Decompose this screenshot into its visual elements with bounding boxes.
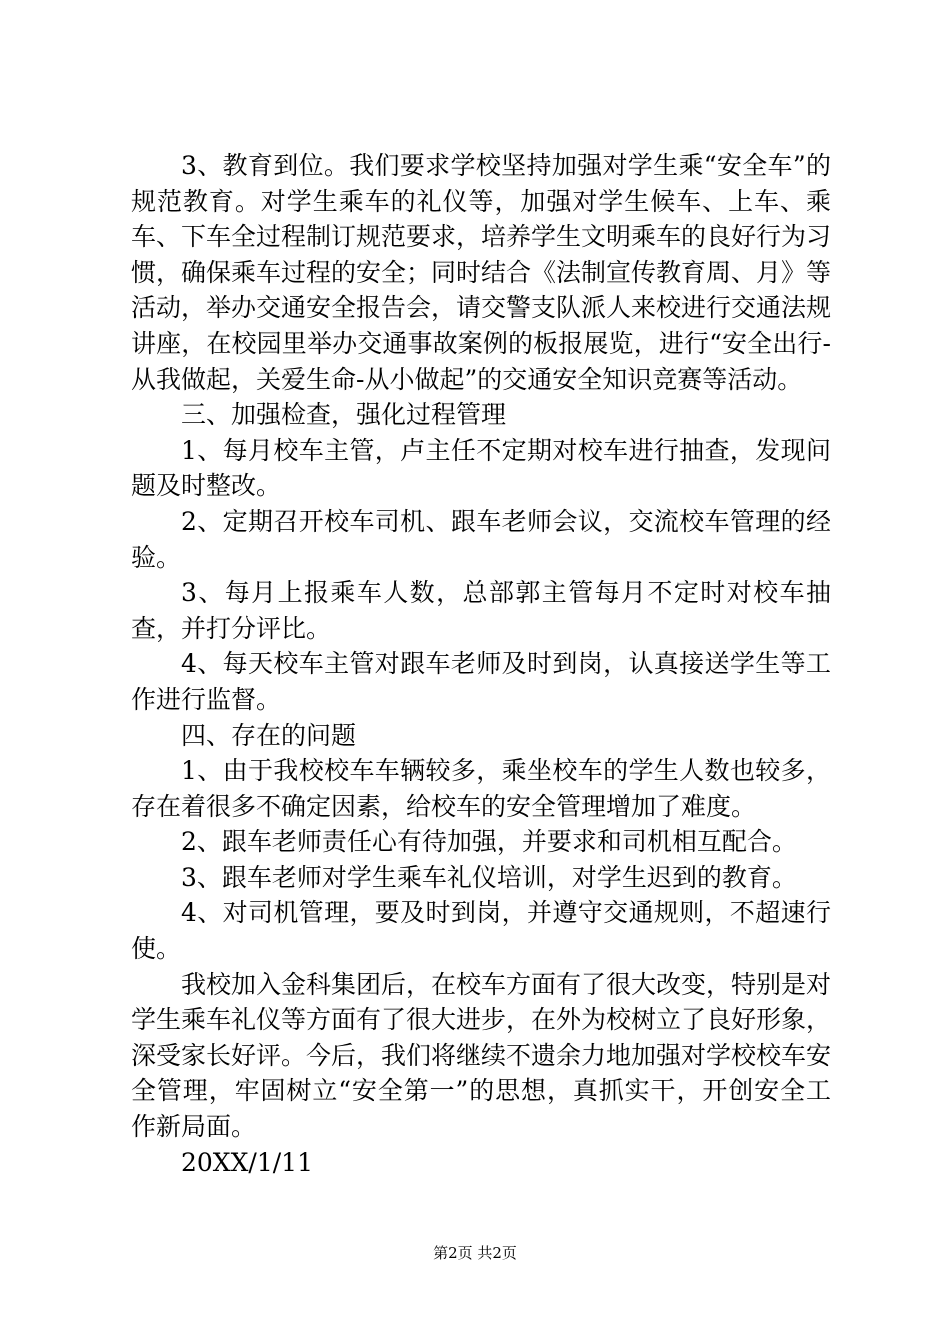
paragraph-problem-2: 2、跟车老师责任心有待加强，并要求和司机相互配合。: [181, 827, 797, 857]
heading-inspection: 三、加强检查，强化过程管理: [181, 400, 507, 430]
heading-problems: 四、存在的问题: [181, 720, 357, 750]
page-number-footer: 第2页 共2页: [433, 1244, 517, 1262]
paragraph-problem-4: 4、对司机管理，要及时到岗，并遵守交通规则，不超速行使。: [131, 898, 831, 964]
paragraph-inspection-4: 4、每天校车主管对跟车老师及时到岗，认真接送学生等工作进行监督。: [131, 649, 831, 714]
paragraph-problem-1: 1、由于我校校车车辆较多，乘坐校车的学生人数也较多，存在着很多不确定因素，给校车的安全管理增加了难度。: [131, 756, 831, 821]
paragraph-conclusion: 我校加入金科集团后，在校车方面有了很大改变，特别是对学生乘车礼仪等方面有了很大进步，在外为校树立了良好形象，深受家长好评。今后，我们将继续不遗余力地加强对学校校车安全管理，牢固树立“安全第一”的思想，真抓实干，开创安全工作新局面。: [131, 969, 832, 1142]
paragraph-inspection-1: 1、每月校车主管，卢主任不定期对校车进行抽查，发现问题及时整改。: [131, 435, 831, 501]
paragraph-education: 3、教育到位。我们要求学校坚持加强对学生乘“安全车”的规范教育。对学生乘车的礼仪等，加强对学生候车、上车、乘车、下车全过程制订规范要求，培养学生文明乘车的良好行为习惯，确保乘车过程的安全；同时结合《法制宣传教育周、月》等活动，举办交通安全报告会，请交警支队派人来校进行交通法规讲座，在校园里举办交通事故案例的板报展览，进行“安全出行-从我做起，关爱生命-从小做起”的交通安全知识竞赛等活动。: [131, 151, 832, 394]
paragraph-inspection-3: 3、每月上报乘车人数，总部郭主管每月不定时对校车抽查，并打分评比。: [131, 578, 831, 643]
paragraph-inspection-2: 2、定期召开校车司机、跟车老师会议，交流校车管理的经验。: [131, 506, 831, 572]
document-body: [131, 148, 831, 1180]
paragraph-problem-3: 3、跟车老师对学生乘车礼仪培训，对学生迟到的教育。: [181, 862, 797, 892]
document-date: 20XX/1/11: [181, 1147, 313, 1177]
